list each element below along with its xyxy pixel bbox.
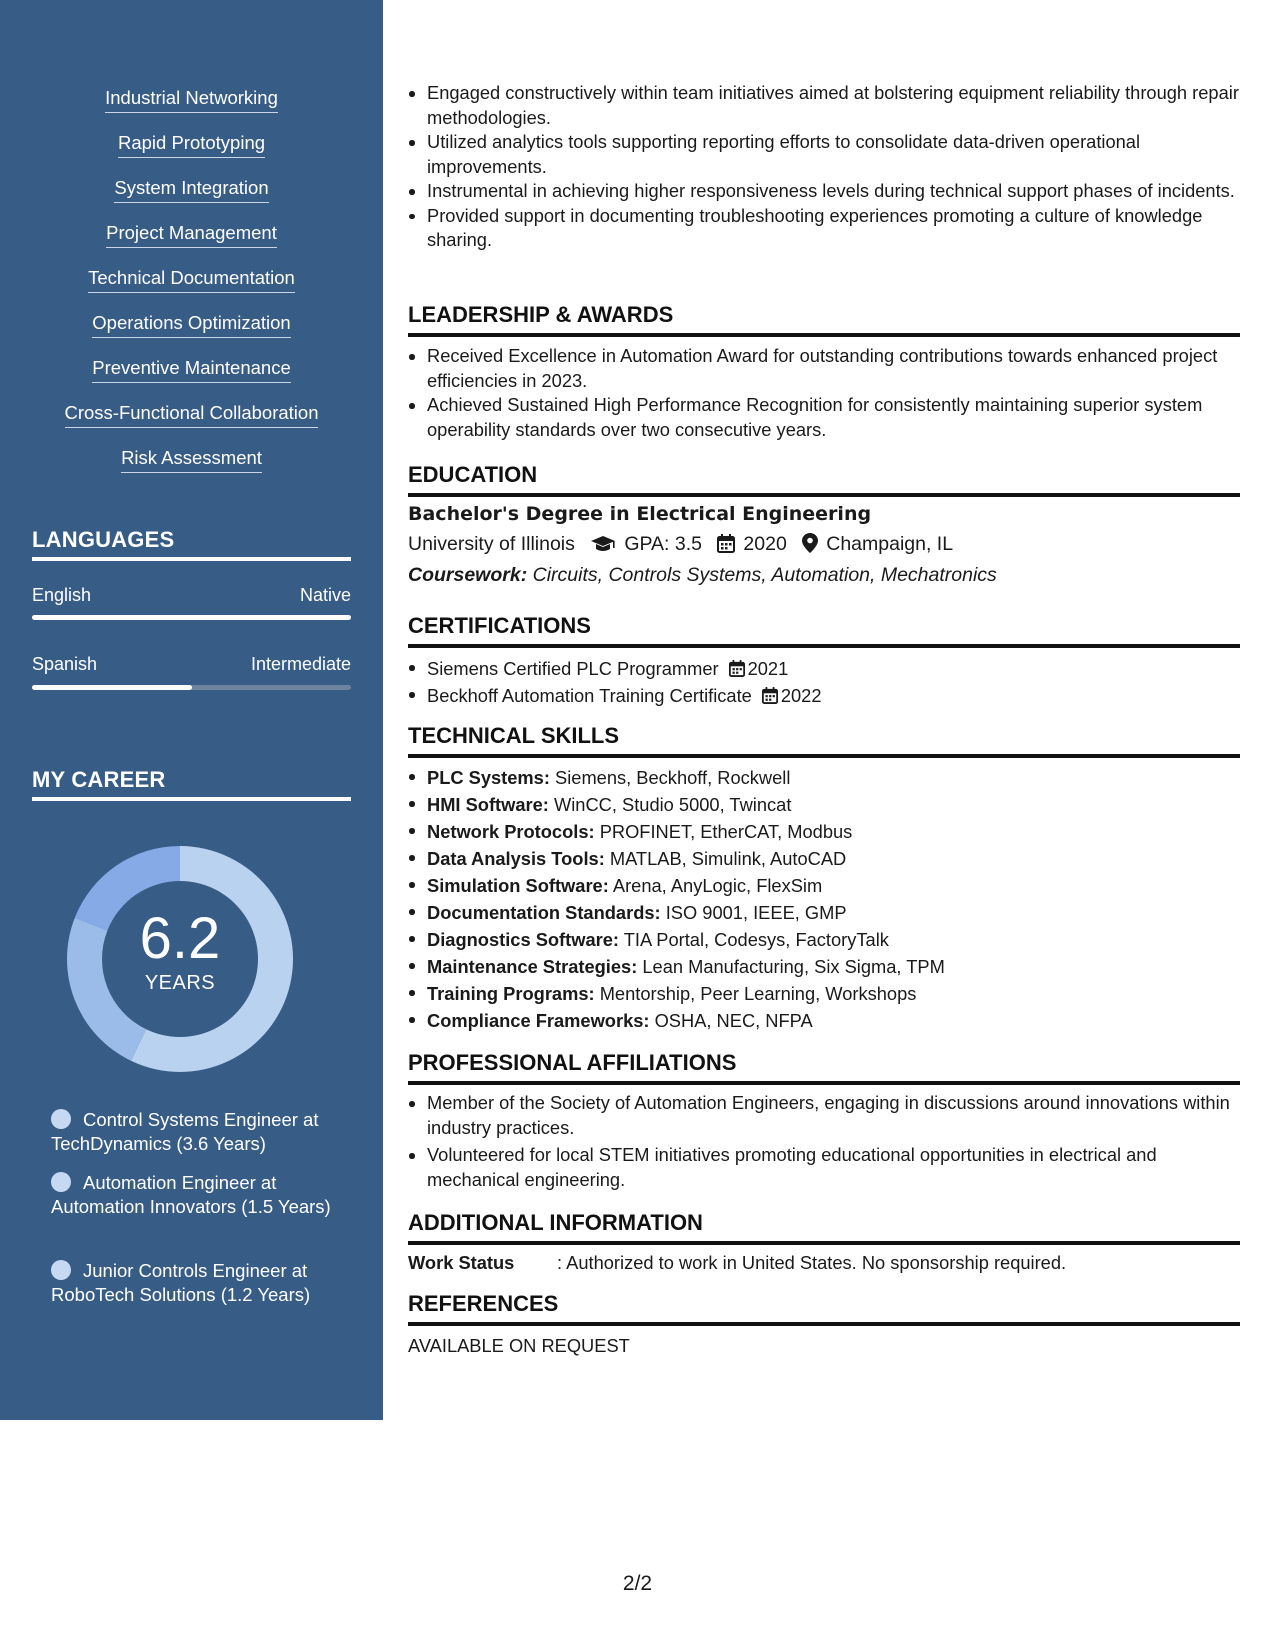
coursework-list: Circuits, Controls Systems, Automation, Mechatronics	[527, 564, 997, 586]
list-item: Utilized analytics tools supporting reporting efforts to consolidate data-driven operational improvements.	[408, 130, 1240, 179]
career-item-text: Junior Controls Engineer at RoboTech Solutions (1.2 Years)	[51, 1260, 311, 1305]
tech-skill-item	[408, 1007, 1240, 1034]
education-heading: EDUCATION	[408, 462, 1240, 497]
tech-skill-label: Training Programs:	[427, 983, 595, 1004]
list-item: Provided support in documenting troubleshooting experiences promoting a culture of knowledge sharing.	[408, 204, 1240, 253]
skill-item: Preventive Maintenance	[92, 357, 290, 383]
career-item-text: Automation Engineer at Automation Innovators (1.5 Years)	[51, 1172, 331, 1217]
education-details	[408, 533, 1240, 556]
career-item-text: Control Systems Engineer at TechDynamics (3.6 Years)	[51, 1109, 319, 1154]
coursework-label: Coursework:	[408, 564, 528, 586]
language-name: Spanish	[32, 654, 98, 674]
skill-item: Operations Optimization	[92, 312, 290, 338]
skill-item: System Integration	[114, 177, 268, 203]
career-item	[51, 1108, 341, 1156]
tech-skill-item	[408, 872, 1240, 899]
additional-info-heading: ADDITIONAL INFORMATION	[408, 1210, 1240, 1245]
tech-skill-label: Simulation Software:	[427, 875, 609, 896]
coursework	[408, 564, 1240, 587]
technical-skills-list	[408, 764, 1240, 1034]
leadership-heading: LEADERSHIP & AWARDS	[408, 302, 1240, 337]
tech-skill-value: ISO 9001, IEEE, GMP	[660, 902, 847, 923]
language-bar-english	[32, 615, 351, 620]
languages-heading: LANGUAGES	[32, 527, 351, 561]
tech-skill-item	[408, 818, 1240, 845]
tech-skill-value: Arena, AnyLogic, FlexSim	[608, 875, 823, 896]
tech-skill-label: Compliance Frameworks:	[427, 1010, 650, 1031]
tech-skill-label: Data Analysis Tools:	[427, 848, 605, 869]
career-total-unit: YEARS	[144, 972, 216, 994]
work-status-label: Work Status	[408, 1252, 515, 1273]
school-name: University of Illinois	[408, 533, 575, 555]
tech-skill-value: Siemens, Beckhoff, Rockwell	[549, 767, 791, 788]
career-total-value: 6.2	[139, 906, 221, 971]
tech-skill-item	[408, 926, 1240, 953]
certification-name: Beckhoff Automation Training Certificate	[427, 685, 752, 706]
references-text: AVAILABLE ON REQUEST	[408, 1335, 630, 1356]
tech-skill-label: Maintenance Strategies:	[427, 956, 638, 977]
language-bar-fill	[32, 615, 351, 620]
education-block	[408, 503, 1240, 587]
language-bar-fill	[32, 685, 192, 690]
certification-item	[408, 655, 1240, 682]
language-name: English	[32, 585, 92, 605]
skill-item: Risk Assessment	[121, 447, 262, 473]
language-level: Intermediate	[250, 654, 351, 674]
language-bar-spanish	[32, 685, 351, 690]
list-item: Received Excellence in Automation Award for outstanding contributions towards enhanced project efficiencies in 2023.	[408, 344, 1240, 393]
career-dot-icon	[51, 1172, 71, 1192]
tech-skill-label: HMI Software:	[427, 794, 549, 815]
list-item: Engaged constructively within team initiatives aimed at bolstering equipment reliability through repair methodologies.	[408, 81, 1240, 130]
career-dot-icon	[51, 1109, 71, 1129]
tech-skill-value: Mentorship, Peer Learning, Workshops	[594, 983, 917, 1004]
career-item	[51, 1171, 341, 1219]
certification-name: Siemens Certified PLC Programmer	[427, 658, 719, 679]
list-item: Instrumental in achieving higher responsiveness levels during technical support phases of incidents.	[408, 179, 1240, 204]
tech-skill-label: Network Protocols:	[427, 821, 595, 842]
technical-skills-heading: TECHNICAL SKILLS	[408, 723, 1240, 758]
tech-skill-value: Lean Manufacturing, Six Sigma, TPM	[637, 956, 945, 977]
work-status	[408, 1252, 1240, 1274]
calendar-icon	[717, 534, 735, 553]
degree-title: Bachelor's Degree in Electrical Engineering	[408, 503, 872, 525]
certifications-heading: CERTIFICATIONS	[408, 613, 1240, 648]
language-level: Native	[299, 585, 351, 605]
career-total	[66, 906, 294, 995]
tech-skill-value: TIA Portal, Codesys, FactoryTalk	[619, 929, 889, 950]
tech-skill-label: Diagnostics Software:	[427, 929, 619, 950]
sidebar	[0, 0, 383, 1420]
map-pin-icon	[802, 533, 818, 553]
tech-skill-item	[408, 980, 1240, 1007]
calendar-icon	[762, 687, 778, 704]
certification-item	[408, 682, 1240, 709]
skill-item: Cross-Functional Collaboration	[65, 402, 319, 428]
tech-skill-value: WinCC, Studio 5000, Twincat	[548, 794, 792, 815]
leadership-list	[408, 344, 1240, 442]
tech-skill-value: OSHA, NEC, NFPA	[649, 1010, 813, 1031]
list-item: Member of the Society of Automation Engineers, engaging in discussions around innovations within industry practices.	[408, 1091, 1240, 1140]
gpa: GPA: 3.5	[624, 533, 702, 555]
career-item	[51, 1259, 341, 1307]
skill-item: Project Management	[106, 222, 277, 248]
tech-skill-item	[408, 791, 1240, 818]
references-heading: REFERENCES	[408, 1291, 1240, 1326]
affiliations-list	[408, 1091, 1240, 1192]
tech-skill-item	[408, 899, 1240, 926]
tech-skill-label: Documentation Standards:	[427, 902, 661, 923]
tech-skill-item	[408, 764, 1240, 791]
tech-skill-item	[408, 845, 1240, 872]
certifications-list	[408, 655, 1240, 709]
experience-bullets	[408, 81, 1240, 253]
tech-skill-value: MATLAB, Simulink, AutoCAD	[604, 848, 847, 869]
graduation-cap-icon	[590, 535, 616, 553]
work-status-value: : Authorized to work in United States. No sponsorship required.	[557, 1252, 1067, 1273]
certification-year: 2021	[747, 658, 789, 679]
tech-skill-item	[408, 953, 1240, 980]
affiliations-heading: PROFESSIONAL AFFILIATIONS	[408, 1050, 1240, 1085]
page-number: 2/2	[622, 1572, 653, 1595]
skill-item: Industrial Networking	[105, 87, 278, 113]
skill-item: Rapid Prototyping	[118, 132, 265, 158]
tech-skill-label: PLC Systems:	[427, 767, 550, 788]
career-dot-icon	[51, 1260, 71, 1280]
list-item: Achieved Sustained High Performance Recognition for consistently maintaining superior system operability standards over two consecutive years.	[408, 393, 1240, 442]
skills-list	[0, 87, 383, 492]
graduation-year: 2020	[743, 533, 787, 555]
calendar-icon	[729, 660, 745, 677]
list-item: Volunteered for local STEM initiatives promoting educational opportunities in electrical and mechanical engineering.	[408, 1143, 1240, 1192]
certification-year: 2022	[780, 685, 822, 706]
school-location: Champaign, IL	[826, 533, 954, 555]
skill-item: Technical Documentation	[88, 267, 295, 293]
career-heading: MY CAREER	[32, 767, 351, 801]
tech-skill-value: PROFINET, EtherCAT, Modbus	[594, 821, 853, 842]
